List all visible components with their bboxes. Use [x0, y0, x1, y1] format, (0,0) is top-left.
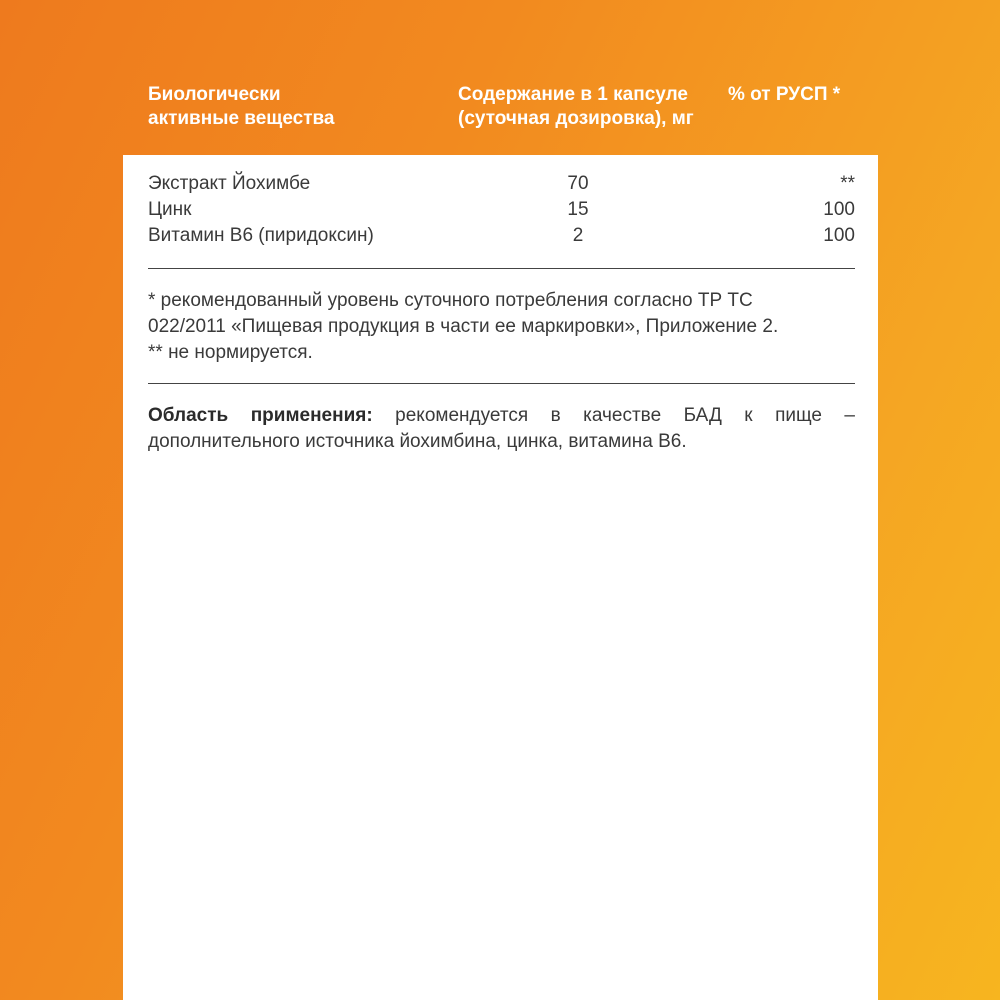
- row-amount: 70: [567, 173, 589, 194]
- table-row: [148, 197, 855, 223]
- row-amount: 15: [567, 199, 589, 220]
- usage-text-2: дополнительного источника йохимбина, цинка, витамина В6.: [148, 431, 687, 452]
- row-name: Витамин В6 (пиридоксин): [148, 225, 374, 246]
- table-header: [0, 83, 1000, 143]
- footnotes: [148, 288, 855, 366]
- table-row: [148, 223, 855, 249]
- usage-section: [148, 403, 855, 455]
- row-percent: 100: [823, 225, 855, 246]
- footnote-line: * рекомендованный уровень суточного потребления согласно ТР ТС: [148, 290, 753, 311]
- divider-bottom: [148, 383, 855, 384]
- header-substances: [148, 83, 408, 131]
- divider-top: [148, 268, 855, 269]
- table-row: [148, 171, 855, 197]
- header-content-line1: Содержание в 1 капсуле: [458, 84, 688, 105]
- header-content-line2: (суточная дозировка), мг: [458, 108, 694, 129]
- usage-label: Область применения:: [148, 405, 373, 426]
- row-name: Экстракт Йохимбе: [148, 173, 311, 194]
- footnote-line: 022/2011 «Пищевая продукция в части ее маркировки», Приложение 2.: [148, 316, 779, 337]
- row-amount: 2: [572, 225, 584, 246]
- header-substances-line2: активные вещества: [148, 108, 335, 129]
- footnote-line: ** не нормируется.: [148, 342, 313, 363]
- usage-line-1: [148, 403, 855, 429]
- usage-text-1: рекомендуется в качестве БАД к пище –: [395, 405, 855, 426]
- header-percent-label: % от РУСП *: [728, 84, 841, 105]
- header-substances-line1: Биологически: [148, 84, 281, 105]
- content-panel: [123, 155, 878, 1000]
- row-percent: **: [840, 173, 855, 194]
- header-percent: [728, 83, 868, 107]
- row-name: Цинк: [148, 199, 192, 220]
- header-content: [458, 83, 728, 131]
- nutrition-table: [148, 171, 855, 249]
- row-percent: 100: [823, 199, 855, 220]
